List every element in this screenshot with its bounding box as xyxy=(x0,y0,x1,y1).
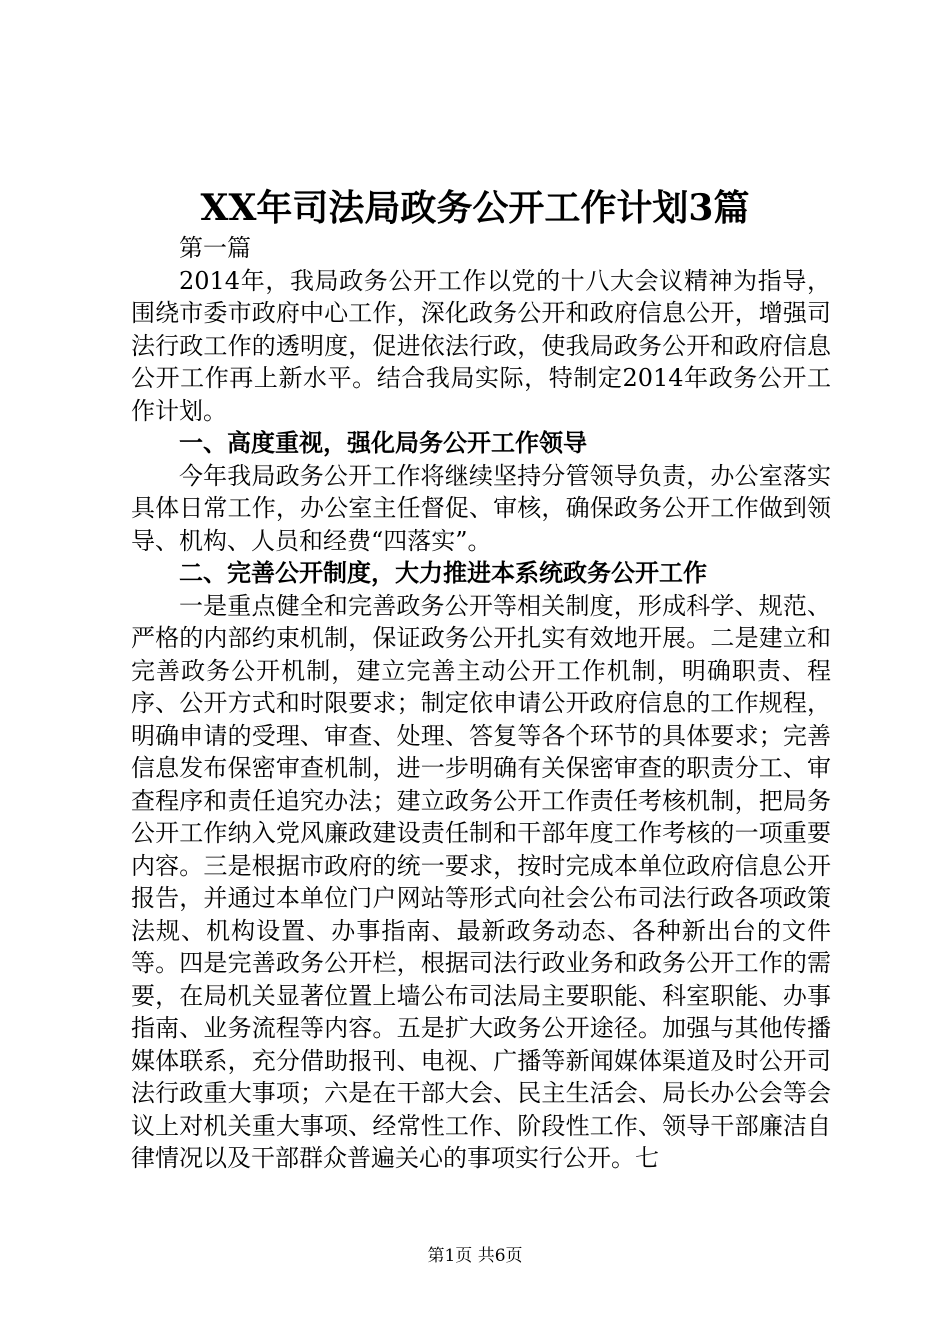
document-body xyxy=(131,232,831,1175)
section-label: 第一篇 xyxy=(179,234,251,262)
section-heading-2: 二、完善公开制度，大力推进本系统政务公开工作 xyxy=(179,559,707,587)
section-heading-1: 一、高度重视，强化局务公开工作领导 xyxy=(179,429,587,457)
intro-paragraph: 2014年，我局政务公开工作以党的十八大会议精神为指导，围绕市委市政府中心工作，深化政务公开和政府信息公开，增强司法行政工作的透明度，促进依法行政，使我局政务公开和政府信息公开工作再上新水平。结合我局实际，特制定2014年政务公开工作计划。 xyxy=(131,266,831,425)
document-title: XX年司法局政务公开工作计划3篇 xyxy=(200,187,750,229)
page-footer: 第1页 共6页 xyxy=(427,1246,523,1266)
paragraph-1: 今年我局政务公开工作将继续坚持分管领导负责，办公室落实具体日常工作，办公室主任督促、审核，确保政务公开工作做到领导、机构、人员和经费“四落实”。 xyxy=(131,461,831,555)
paragraph-2: 一是重点健全和完善政务公开等相关制度，形成科学、规范、严格的内部约束机制，保证政务公开扎实有效地开展。二是建立和完善政务公开机制，建立完善主动公开工作机制，明确职责、程序、公开方式和时限要求；制定依申请公开政府信息的工作规程，明确申请的受理、审查、处理、答复等各个环节的具体要求；完善信息发布保密审查机制，进一步明确有关保密审查的职责分工、审查程序和责任追究办法；建立政务公开工作责任考核机制，把局务公开工作纳入党风廉政建设责任制和干部年度工作考核的一项重要内容。三是根据市政府的统一要求，按时完成本单位政府信息公开报告，并通过本单位门户网站等形式向社会公布司法行政各项政策法规、机构设置、办事指南、最新政务动态、各种新出台的文件等。四是完善政务公开栏，根据司法行政业务和政务公开工作的需要，在局机关显著位置上墙公布司法局主要职能、科室职能、办事指南、业务流程等内容。五是扩大政务公开途径。加强与其他传播媒体联系，充分借助报刊、电视、广播等新闻媒体渠道及时公开司法行政重大事项；六是在干部大会、民主生活会、局长办公会等会议上对机关重大事项、经常性工作、阶段性工作、领导干部廉洁自律情况以及干部群众普遍关心的事项实行公开。七 xyxy=(131,591,831,1172)
